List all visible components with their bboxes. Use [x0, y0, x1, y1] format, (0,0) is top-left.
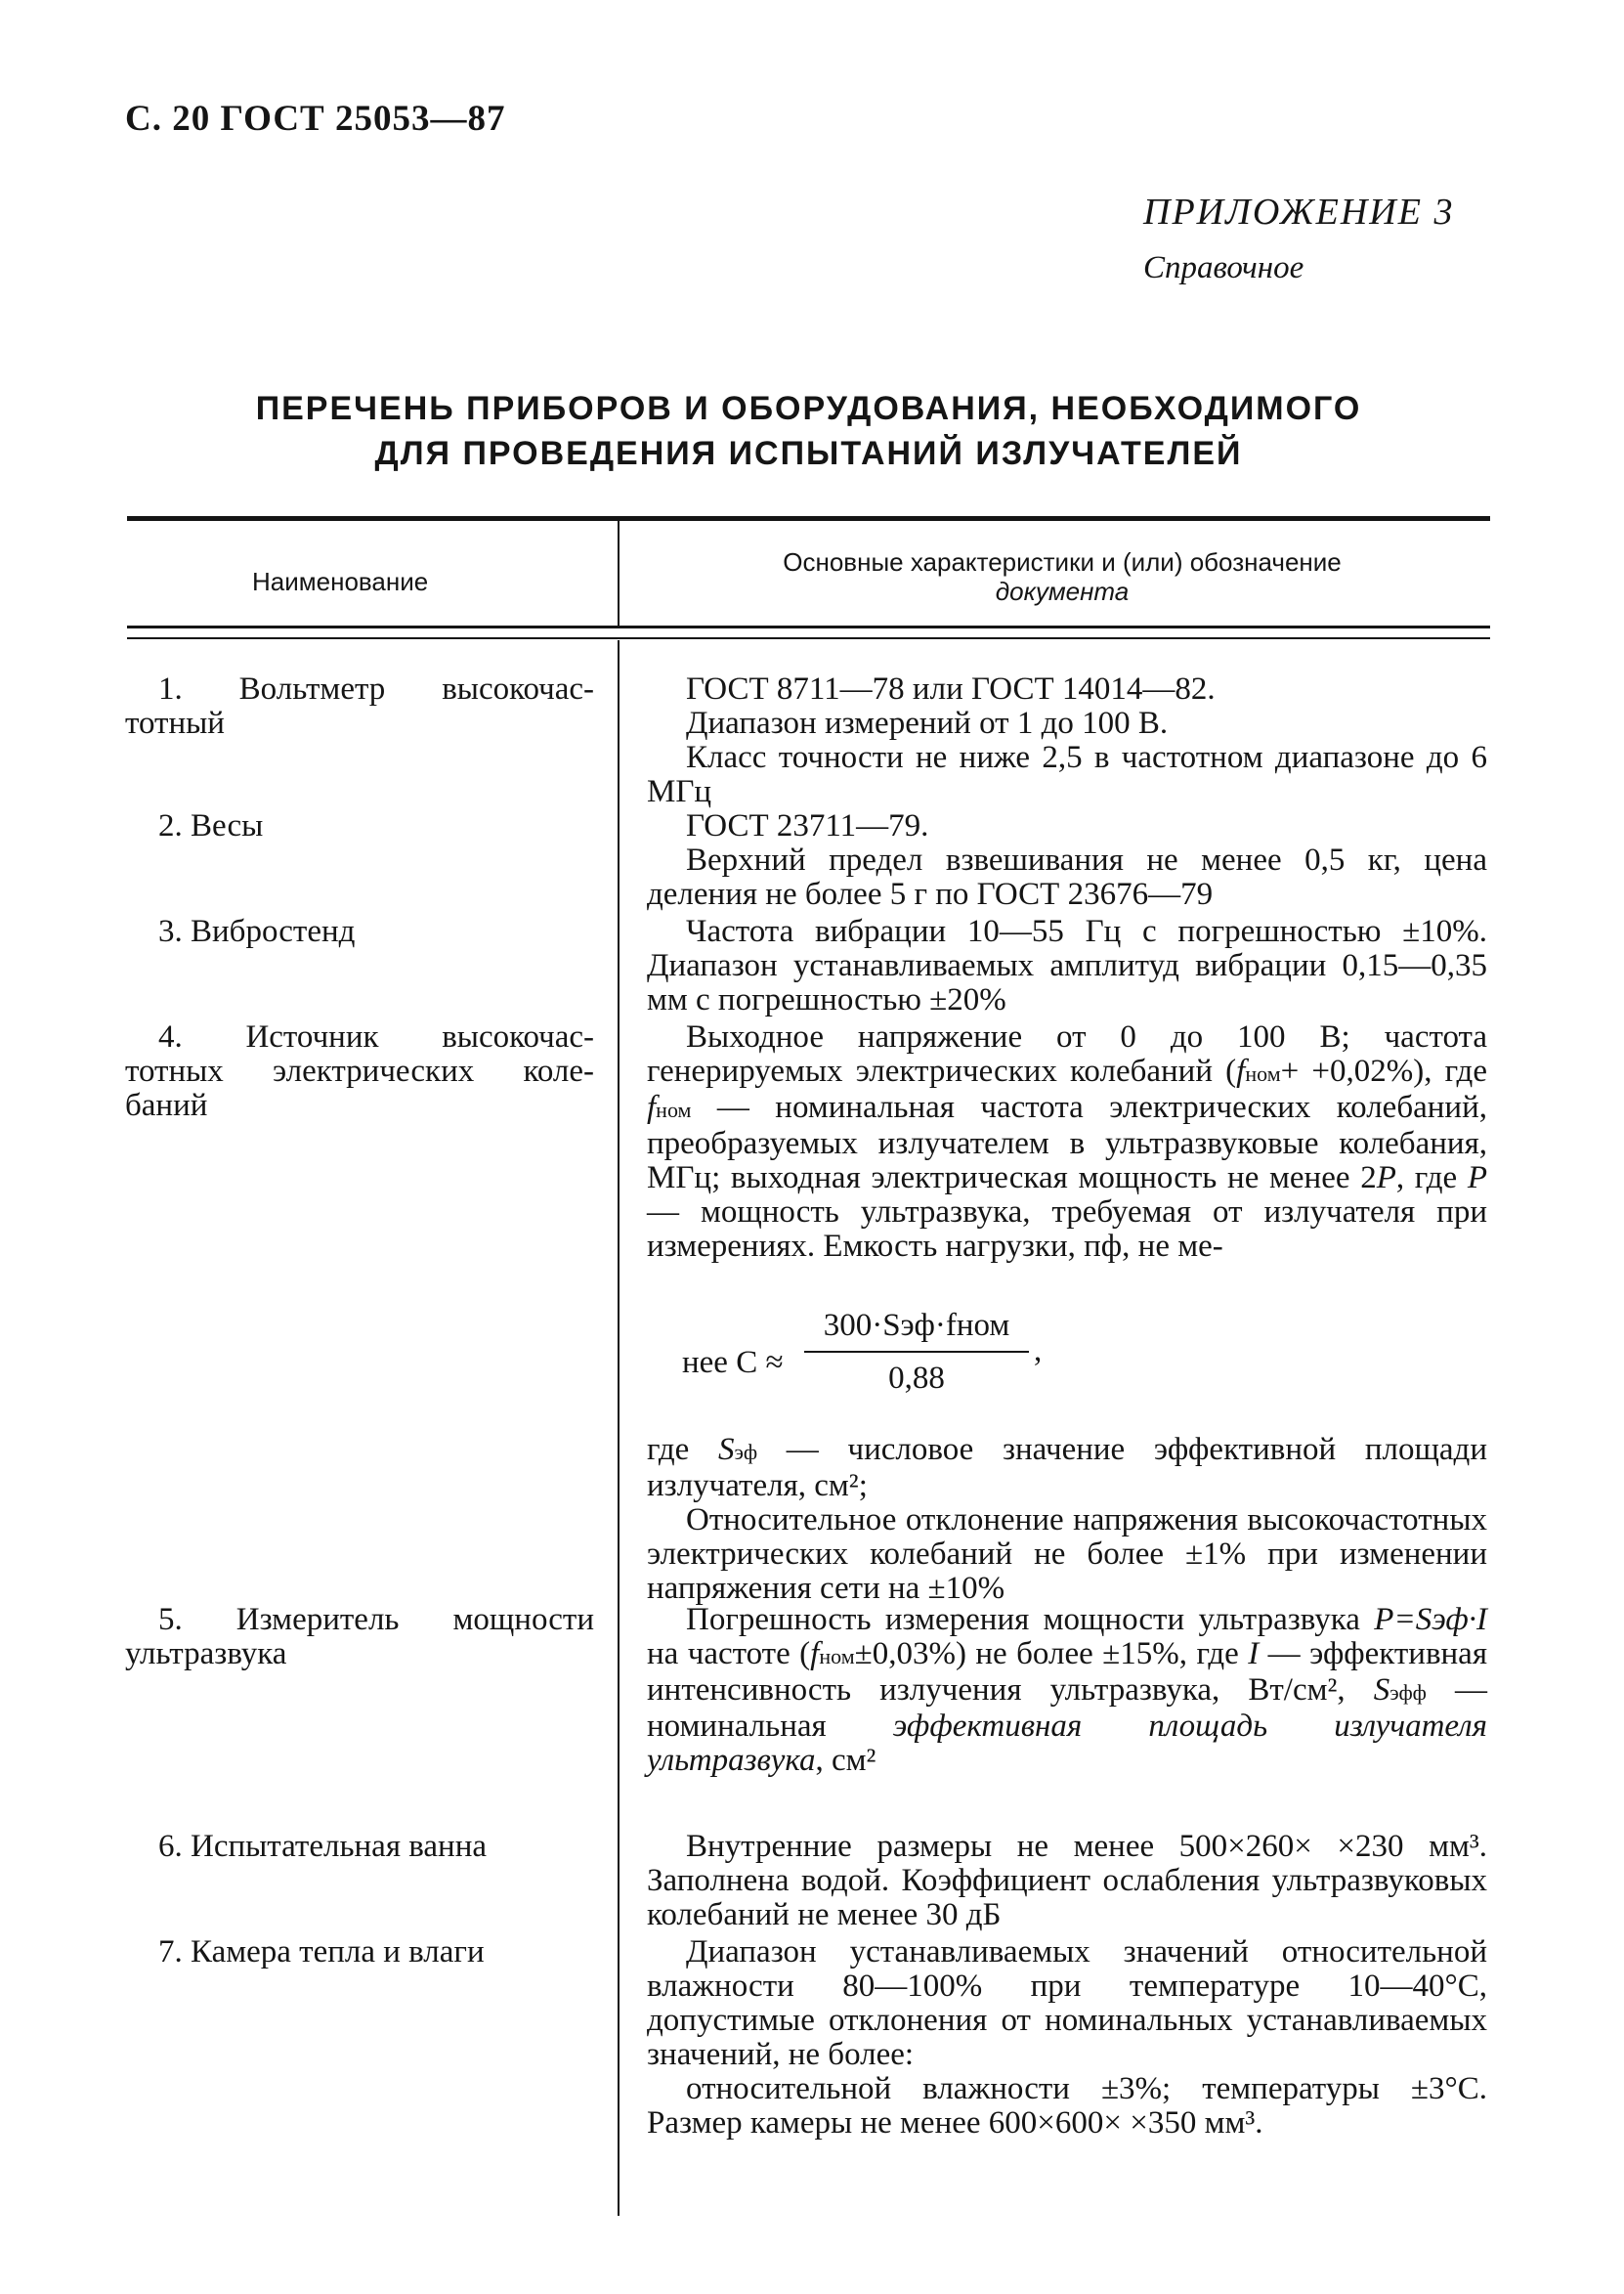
row-5-description: [647, 1603, 1487, 1778]
row-4-p1-e: — мощность ультразвука, требуемая от излучателя при измерениях. Емкость нагрузки, пф, не ме-: [647, 1194, 1487, 1264]
row-3-desc-p1: Частота вибрации 10—55 Гц с погрешностью ±10%. Диапазон устанавливаемых амплитуд вибрации 0,15—0,35 мм с погрешностью ±20%: [647, 914, 1487, 1017]
row-4-p1-a: Выходное напряжение от 0 до 100 В; частота генерируемых электрических колебаний (: [647, 1019, 1487, 1089]
row-4-f-sub: ном: [1245, 1061, 1281, 1086]
row-5-name: [125, 1603, 594, 1671]
row-4-P-symbol-2: P: [1467, 1160, 1487, 1195]
row-5-p1-italic: эффективная площадь излучателя ультразвука: [647, 1709, 1487, 1778]
row-5-desc-p1: [647, 1603, 1487, 1778]
row-5-p1-f: , см²: [815, 1743, 876, 1778]
row-1-name: [125, 672, 594, 741]
row-3-name-line-1: 3. Вибростенд: [158, 914, 356, 949]
formula-numerator: 300·Sэф·fном: [823, 1308, 1010, 1343]
row-4-S-symbol: S: [718, 1432, 735, 1467]
row-5-I-symbol: I: [1248, 1636, 1260, 1671]
row-4-desc-p2: [647, 1433, 1487, 1503]
row-1-desc-p1: ГОСТ 8711—78 или ГОСТ 14014—82.: [686, 671, 1216, 707]
document-title: [127, 386, 1490, 476]
column-header-characteristics: [637, 547, 1487, 606]
table-column-divider: [618, 640, 620, 2216]
row-5-p1-c: ±0,03%) не более ±15%, где: [854, 1636, 1249, 1671]
formula-tail: ,: [1034, 1333, 1043, 1368]
row-4-name-line-2: тотных электрических коле-: [125, 1054, 594, 1089]
row-1-description: [647, 672, 1487, 809]
row-5-S-sub: эфф: [1389, 1680, 1427, 1705]
table-header-divider: [618, 521, 620, 626]
row-3-description: [647, 915, 1487, 1017]
row-2-desc-p1: ГОСТ 23711—79.: [686, 808, 929, 844]
table-top-rule: [127, 516, 1490, 521]
formula-lead: нее C ≈: [682, 1345, 784, 1380]
row-4-f-symbol: f: [1236, 1054, 1246, 1089]
row-6-description: [647, 1830, 1487, 1932]
row-5-power-formula: P=Sэф·I: [1374, 1602, 1487, 1637]
row-4-name-line-1: 4. Источник высокочас-: [158, 1019, 594, 1055]
column-header-characteristics-line-1: Основные характеристики и (или) обозначение: [783, 547, 1342, 577]
row-4-p1-c: — номинальная частота электрических колебаний, преобразуемых излучателем в ультразвуковые колебания, МГц; выходная электрическая мощность не менее 2: [647, 1090, 1487, 1195]
appendix-kind: Справочное: [1143, 250, 1304, 285]
row-4-desc-p3: Относительное отклонение напряжения высокочастотных электрических колебаний не более ±1% при изменении напряжения сети на ±10%: [647, 1502, 1487, 1606]
row-5-f-sub: ном: [819, 1644, 855, 1668]
row-6-name: [125, 1830, 594, 1864]
row-2-desc-p2: Верхний предел взвешивания не менее 0,5 кг, цена деления не более 5 г по ГОСТ 23676—79: [647, 843, 1487, 912]
row-1-name-line-2: тотный: [125, 706, 225, 741]
row-4-desc-p1: [647, 1020, 1487, 1264]
row-5-S-symbol: S: [1373, 1672, 1390, 1708]
row-5-f-symbol: f: [810, 1636, 820, 1671]
row-2-name: [125, 809, 594, 844]
row-2-name-line-1: 2. Весы: [158, 808, 264, 844]
row-4-f-symbol-2: f: [647, 1090, 657, 1125]
row-7-name-line-1: 7. Камера тепла и влаги: [158, 1934, 485, 1969]
page-header: С. 20 ГОСТ 25053—87: [125, 99, 506, 139]
row-4-p1-b: + +0,02%), где: [1280, 1054, 1487, 1089]
row-5-p1-b: на частоте (: [647, 1636, 811, 1671]
title-line-1: ПЕРЕЧЕНЬ ПРИБОРОВ И ОБОРУДОВАНИЯ, НЕОБХОДИМОГО: [255, 390, 1362, 427]
formula-denominator: 0,88: [888, 1361, 945, 1396]
row-1-desc-p2: Диапазон измерений от 1 до 100 В.: [686, 706, 1169, 741]
column-header-name: Наименование: [252, 567, 429, 596]
row-4-name: [125, 1020, 594, 1123]
row-4-p2-b: — числовое значение эффективной площади излучателя, см²;: [647, 1432, 1487, 1503]
row-4-P-symbol: P: [1376, 1160, 1396, 1195]
table-header-rule: [127, 626, 1490, 628]
row-3-name: [125, 915, 594, 949]
appendix-title: ПРИЛОЖЕНИЕ 3: [1143, 192, 1455, 233]
row-7-description: [647, 1935, 1487, 2141]
row-5-p1-d: — эффективная интенсивность излучения ультразвука, Вт/см²,: [647, 1636, 1488, 1708]
capacitance-formula: [682, 1308, 1171, 1415]
row-4-p1-d: , где: [1395, 1160, 1468, 1195]
row-6-name-line-1: 6. Испытательная ванна: [158, 1829, 488, 1864]
formula-fraction-bar: [804, 1351, 1029, 1353]
row-5-p1-e: — номинальная: [647, 1672, 1488, 1744]
row-7-desc-p1: Диапазон устанавливаемых значений относительной влажности 80—100% при температуре 10—40°С, допустимые отклонения от номинальных устанавливаемых значений, не более:: [647, 1934, 1487, 2072]
column-header-characteristics-line-2: документа: [995, 577, 1130, 606]
row-4-description: [647, 1020, 1487, 1264]
row-1-desc-p3: Класс точности не ниже 2,5 в частотном диапазоне до 6 МГц: [647, 740, 1487, 809]
row-7-name: [125, 1935, 594, 1969]
row-2-description: [647, 809, 1487, 912]
table-header-rule-double: [127, 637, 1490, 639]
row-4-name-line-3: баний: [125, 1088, 208, 1123]
row-6-desc-p1: Внутренние размеры не менее 500×260× ×230 мм³. Заполнена водой. Коэффициент ослабления ультразвуковых колебаний не менее 30 дБ: [647, 1829, 1487, 1932]
row-4-p2-a: где: [647, 1432, 719, 1467]
row-4-f-sub-2: ном: [656, 1098, 692, 1122]
row-4-S-sub: эф: [734, 1440, 758, 1464]
row-5-name-line-2: ультразвука: [125, 1636, 287, 1671]
row-5-p1-a: Погрешность измерения мощности ультразвука: [686, 1602, 1375, 1637]
row-4-description-cont: [647, 1433, 1487, 1606]
title-line-2: ДЛЯ ПРОВЕДЕНИЯ ИСПЫТАНИЙ ИЗЛУЧАТЕЛЕЙ: [374, 435, 1243, 472]
row-7-desc-p2: относительной влажности ±3%; температуры ±3°С. Размер камеры не менее 600×600× ×350 мм³.: [647, 2071, 1487, 2141]
row-5-name-line-1: 5. Измеритель мощности: [158, 1602, 594, 1637]
row-1-name-line-1: 1. Вольтметр высокочас-: [158, 671, 594, 707]
